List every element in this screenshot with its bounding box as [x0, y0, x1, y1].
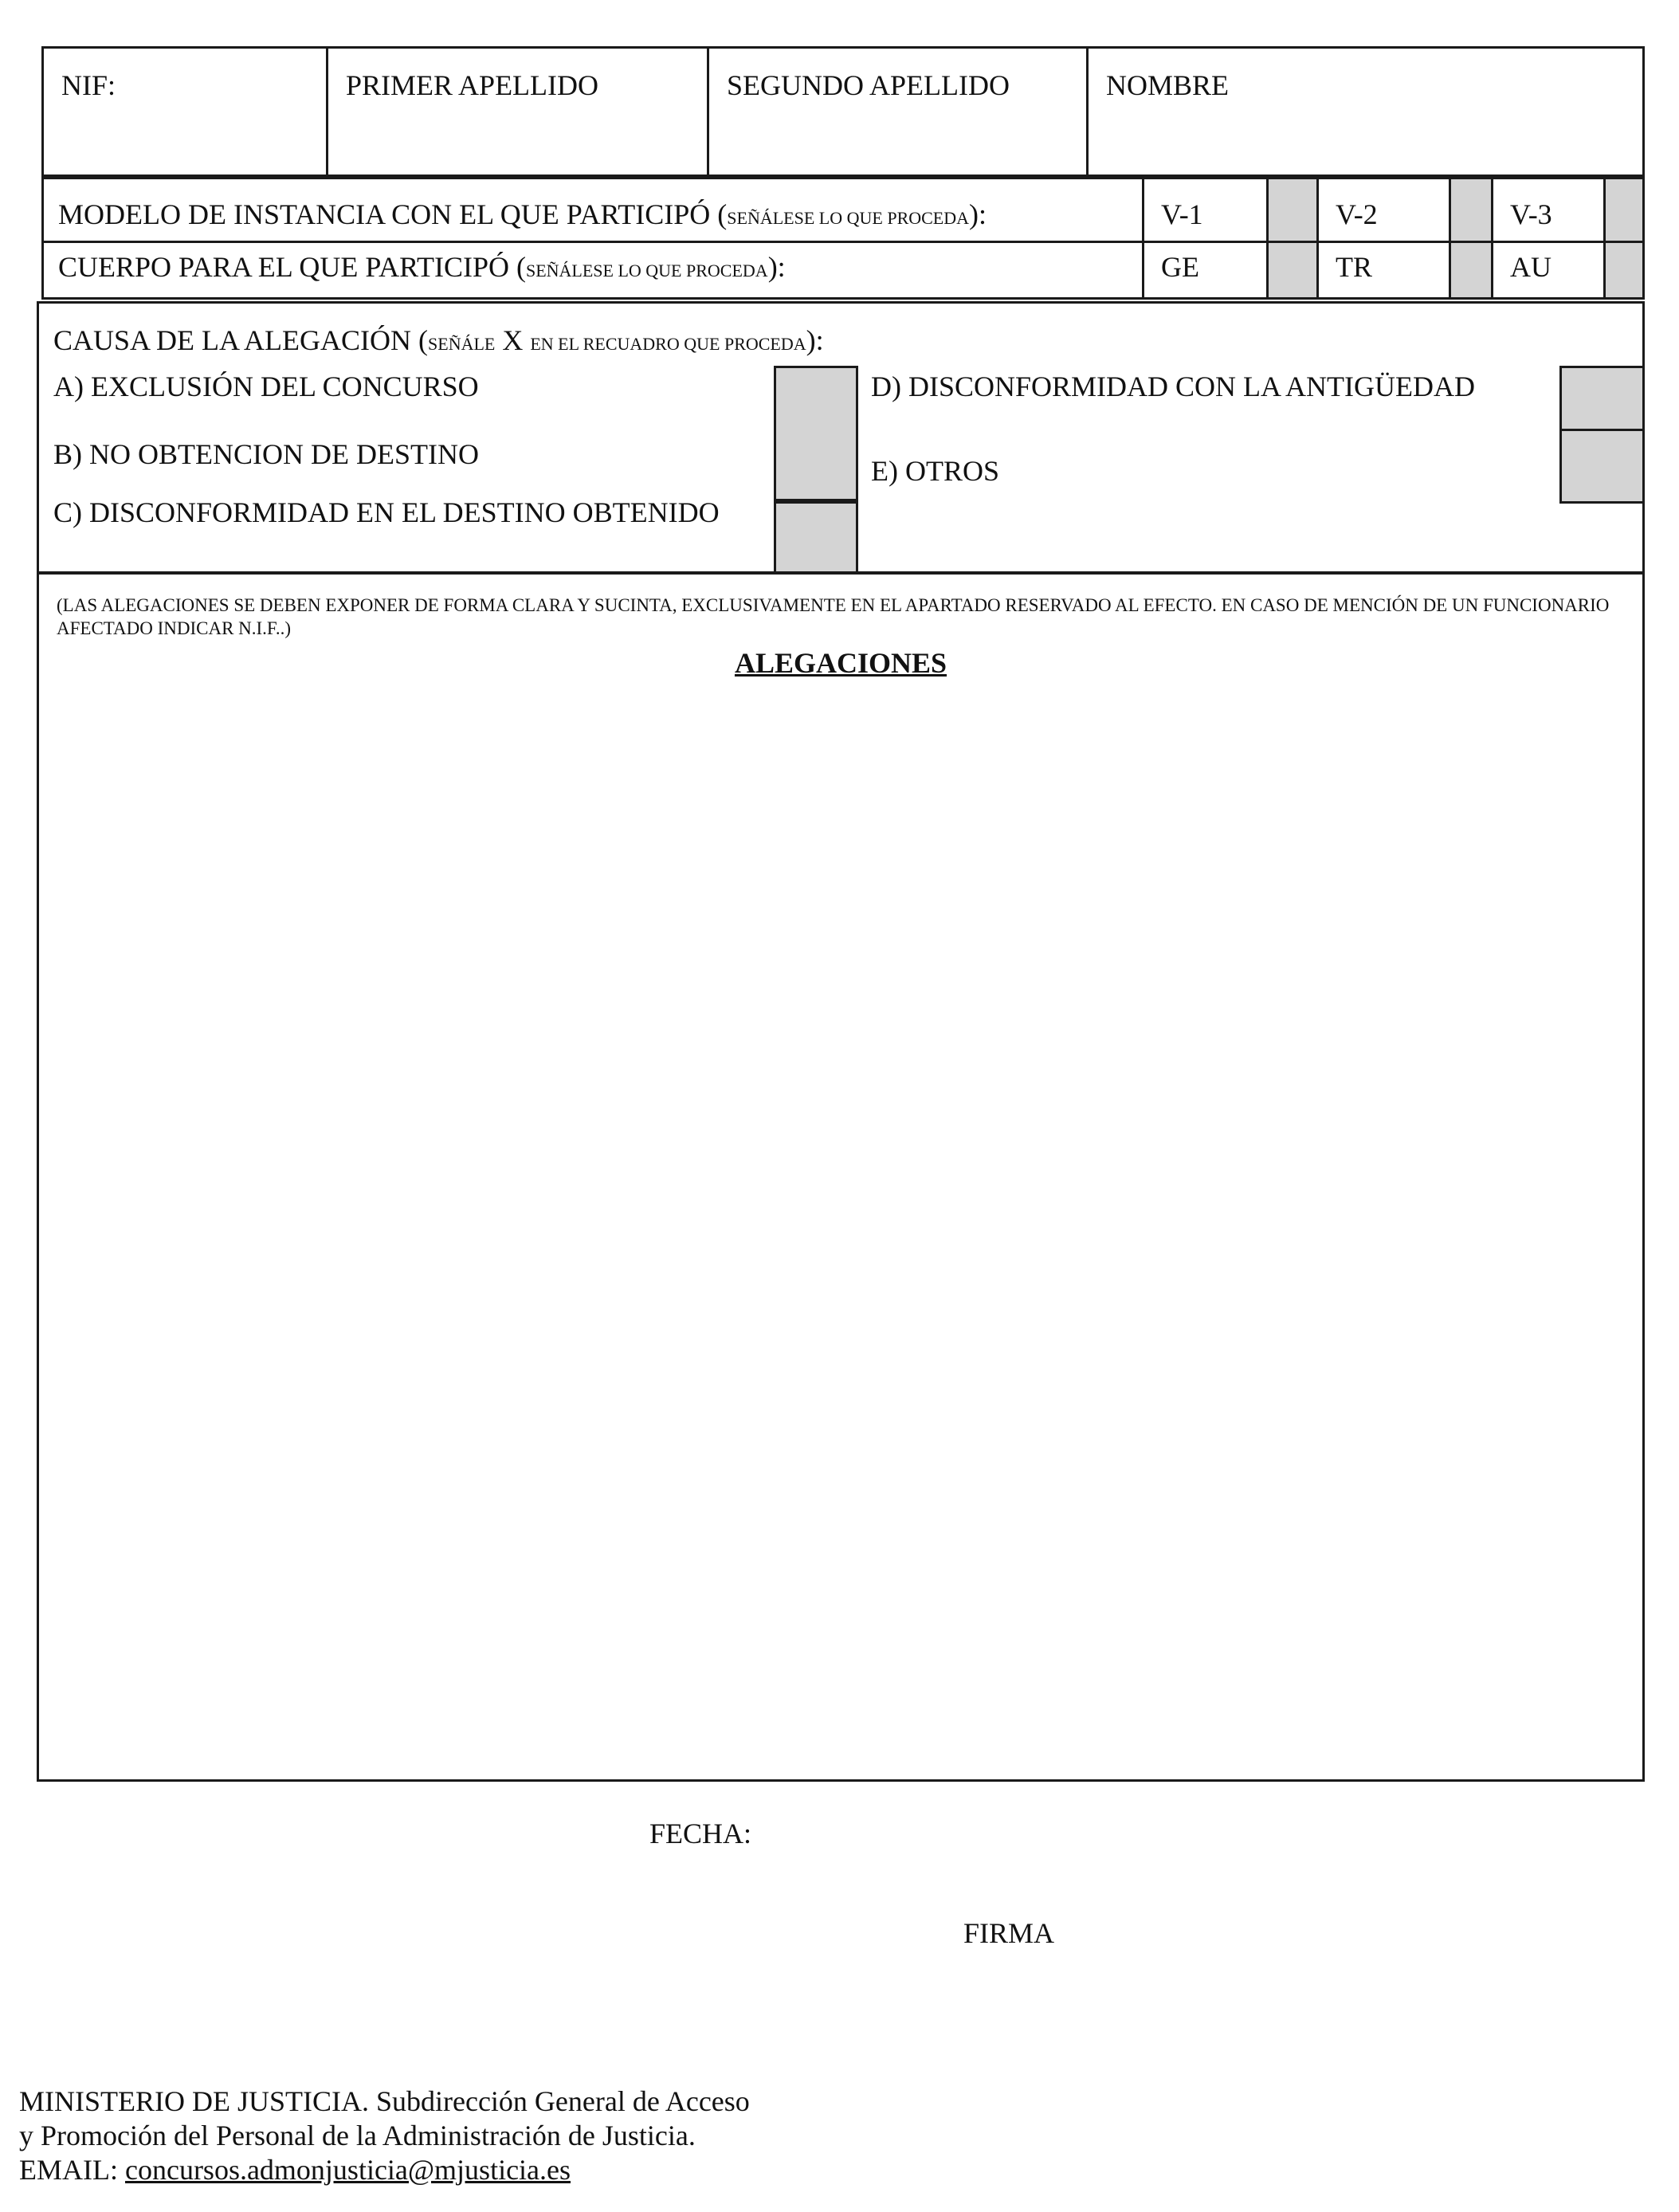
nombre-label: NOMBRE: [1106, 69, 1230, 101]
option-tr: TR: [1336, 251, 1373, 283]
checkbox-b[interactable]: [774, 427, 858, 501]
footer-email-line: [19, 2153, 750, 2187]
checkbox-d[interactable]: [1559, 366, 1642, 431]
primer-apellido-field[interactable]: [328, 49, 709, 175]
checkbox-e[interactable]: [1559, 429, 1642, 504]
checkbox-column-3: [1603, 179, 1642, 297]
segundo-apellido-field[interactable]: [709, 49, 1089, 175]
firma-label: FIRMA: [963, 1917, 1055, 1949]
cuerpo-label: CUERPO PARA EL QUE PARTICIPÓ (SEÑÁLESE LO QUE PROCEDA):: [58, 251, 786, 283]
personal-data-row: [41, 46, 1645, 177]
alegaciones-title: ALEGACIONES: [734, 647, 947, 679]
nif-label: NIF:: [61, 69, 116, 101]
modelo-cuerpo-table: [41, 177, 1645, 300]
footer-line-1: MINISTERIO DE JUSTICIA. Subdirección General de Acceso: [19, 2085, 750, 2117]
email-link[interactable]: concursos.admonjusticia@mjusticia.es: [124, 2154, 571, 2186]
alegaciones-text-area[interactable]: [47, 694, 1634, 1771]
option-v1: V-1: [1161, 198, 1203, 230]
option-v3: V-3: [1510, 198, 1552, 230]
option-au: AU: [1510, 251, 1552, 283]
option-b-label: B) NO OBTENCION DE DESTINO: [53, 438, 479, 470]
checkbox-c[interactable]: [774, 501, 858, 571]
alegaciones-section: [37, 572, 1645, 1782]
checkbox-a[interactable]: [774, 366, 858, 429]
option-c-label: C) DISCONFORMIDAD EN EL DESTINO OBTENIDO: [53, 496, 720, 528]
nif-field[interactable]: [44, 49, 328, 175]
nombre-field[interactable]: [1089, 49, 1642, 175]
footer-line-2: y Promoción del Personal de la Administración de Justicia.: [19, 2120, 696, 2151]
causa-section: [37, 301, 1645, 574]
modelo-label: MODELO DE INSTANCIA CON EL QUE PARTICIPÓ (SEÑÁLESE LO QUE PROCEDA):: [58, 198, 987, 230]
alegaciones-instructions: (LAS ALEGACIONES SE DEBEN EXPONER DE FORMA CLARA Y SUCINTA, EXCLUSIVAMENTE EN EL APARTADO RESERVADO AL EFECTO. EN CASO DE MENCIÓN DE UN FUNCIONARIO AFECTADO INDICAR N.I.F..): [57, 595, 1610, 638]
option-e-label: E) OTROS: [871, 455, 999, 487]
cb-hit-v1[interactable]: [1266, 179, 1269, 297]
segundo-apellido-label: SEGUNDO APELLIDO: [727, 69, 1010, 101]
option-d-label: D) DISCONFORMIDAD CON LA ANTIGÜEDAD: [871, 371, 1476, 402]
option-ge: GE: [1161, 251, 1199, 283]
option-v2: V-2: [1336, 198, 1378, 230]
fecha-field[interactable]: [765, 1809, 1163, 1849]
fecha-label: FECHA:: [649, 1818, 752, 1849]
email-label: EMAIL:: [19, 2154, 118, 2186]
footer: [19, 2085, 750, 2187]
primer-apellido-label: PRIMER APELLIDO: [346, 69, 599, 101]
checkbox-column-2: [1449, 179, 1491, 297]
checkbox-column-1: [1266, 179, 1316, 297]
option-a-label: A) EXCLUSIÓN DEL CONCURSO: [53, 371, 479, 402]
causa-label: CAUSA DE LA ALEGACIÓN (SEÑÁLE X EN EL RECUADRO QUE PROCEDA):: [53, 324, 824, 356]
